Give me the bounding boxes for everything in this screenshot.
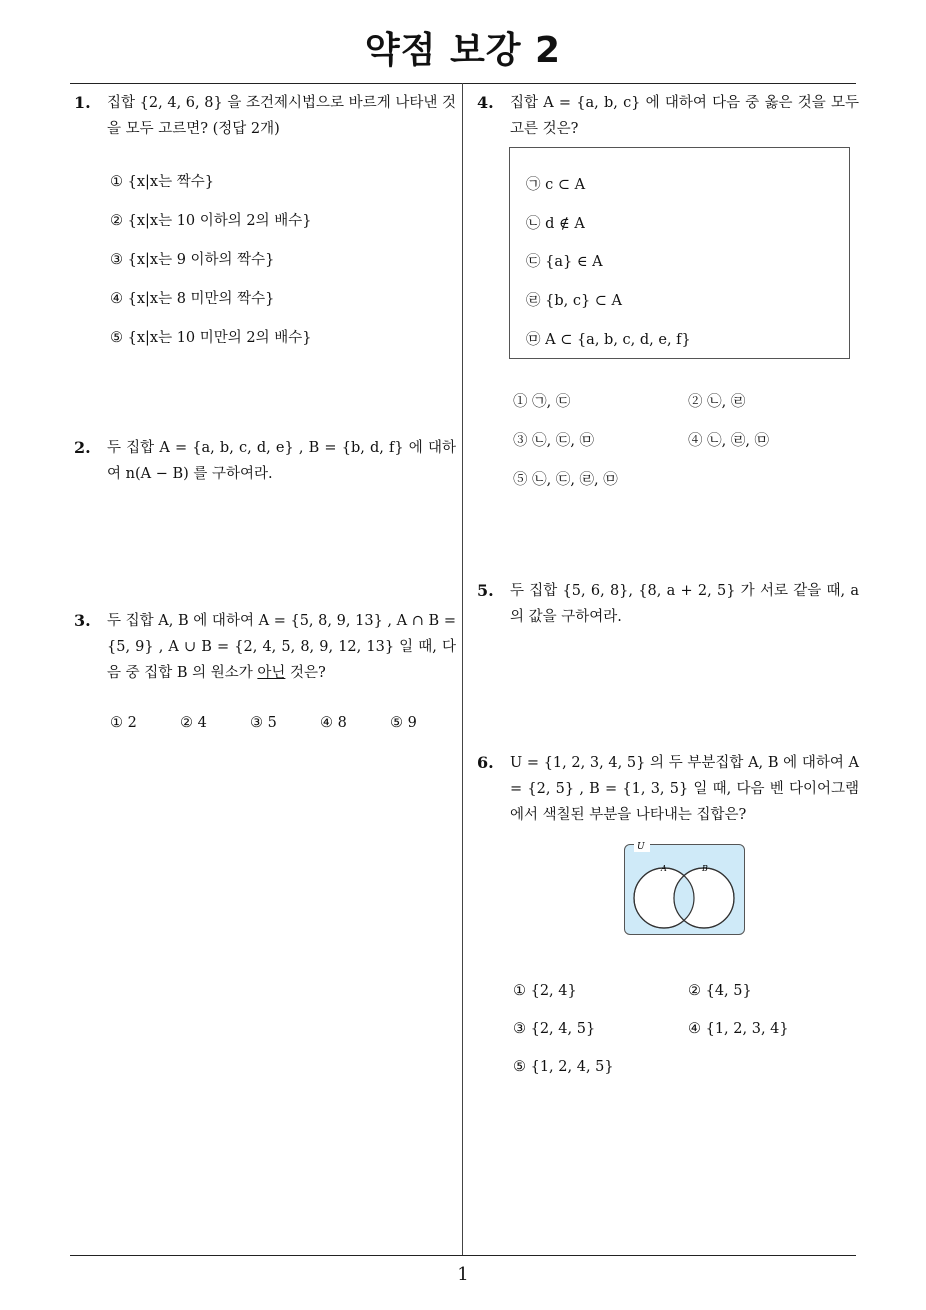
- set-b-label: B: [702, 864, 708, 873]
- question-text: 집합 {2, 4, 6, 8} 을 조건제시법으로 바르게 나타낸 것을 모두 고르면? (정답 2개): [107, 95, 456, 137]
- column-divider: [462, 83, 463, 1256]
- q3-option-5[interactable]: ⑤ 9: [390, 715, 417, 731]
- question-text: U = {1, 2, 3, 4, 5} 의 두 부분집합 A, B 에 대하여 A = {2, 5} , B = {1, 3, 5} 일 때, 다음 벤 다이어그램에서 색칠된 부분을 나타내는 집합은?: [510, 755, 859, 823]
- statement-5: ㉤ A ⊂ {a, b, c, d, e, f}: [526, 332, 691, 348]
- q1-option-3[interactable]: ③ {x|x는 9 이하의 짝수}: [110, 252, 275, 268]
- q6-option-1[interactable]: ① {2, 4}: [513, 983, 577, 999]
- q6-option-4[interactable]: ④ {1, 2, 3, 4}: [688, 1021, 789, 1037]
- top-rule: [70, 83, 856, 84]
- q1-option-2[interactable]: ② {x|x는 10 이하의 2의 배수}: [110, 213, 312, 229]
- statement-1: ㉠ c ⊂ A: [526, 177, 586, 193]
- venn-diagram: [624, 836, 746, 936]
- question-number: 5.: [477, 581, 494, 600]
- q4-option-5[interactable]: ⑤ ㉡, ㉢, ㉣, ㉤: [513, 472, 618, 488]
- q1-option-5[interactable]: ⑤ {x|x는 10 미만의 2의 배수}: [110, 330, 312, 346]
- question-number: 2.: [74, 438, 91, 457]
- bottom-rule: [70, 1255, 856, 1256]
- q1-option-1[interactable]: ① {x|x는 짝수}: [110, 174, 214, 190]
- q3-option-3[interactable]: ③ 5: [250, 715, 277, 731]
- q6-option-5[interactable]: ⑤ {1, 2, 4, 5}: [513, 1059, 614, 1075]
- q6-option-3[interactable]: ③ {2, 4, 5}: [513, 1021, 596, 1037]
- underlined-word: 아닌: [257, 665, 286, 681]
- q4-option-3[interactable]: ③ ㉡, ㉢, ㉤: [513, 433, 595, 449]
- question-1: [74, 90, 456, 142]
- question-5: [477, 578, 859, 630]
- question-text: 두 집합 A = {a, b, c, d, e} , B = {b, d, f} 에 대하여 n(A − B) 를 구하여라.: [107, 440, 456, 482]
- q4-option-4[interactable]: ④ ㉡, ㉣, ㉤: [688, 433, 770, 449]
- q3-option-1[interactable]: ① 2: [110, 715, 137, 731]
- statement-3: ㉢ {a} ∈ A: [526, 254, 603, 270]
- question-4: [477, 90, 859, 142]
- question-text: [107, 608, 456, 686]
- question-text: 집합 A = {a, b, c} 에 대하여 다음 중 옳은 것을 모두 고른 것은?: [510, 95, 859, 137]
- universe-label: U: [637, 842, 645, 852]
- question-number: 6.: [477, 753, 494, 772]
- q4-option-2[interactable]: ② ㉡, ㉣: [688, 394, 746, 410]
- q3-option-2[interactable]: ② 4: [180, 715, 207, 731]
- statement-4: ㉣ {b, c} ⊂ A: [526, 293, 623, 309]
- page-title: 약점 보강 2: [364, 30, 562, 71]
- page-number: 1: [457, 1264, 469, 1285]
- q6-option-2[interactable]: ② {4, 5}: [688, 983, 752, 999]
- question-text-part: 것은?: [285, 665, 326, 681]
- set-a-label: A: [661, 864, 667, 873]
- q3-option-4[interactable]: ④ 8: [320, 715, 347, 731]
- question-number: 3.: [74, 611, 91, 630]
- statement-2: ㉡ d ∉ A: [526, 216, 585, 232]
- question-3: [74, 608, 456, 686]
- q1-option-4[interactable]: ④ {x|x는 8 미만의 짝수}: [110, 291, 275, 307]
- question-text-part: 두 집합 A, B 에 대하여 A = {5, 8, 9, 13} , A ∩ B = {5, 9} , A ∪ B = {2, 4, 5, 8, 9, 12, 13} 일 때, 다음 중 집합 B 의 원소가: [107, 613, 456, 681]
- question-text: 두 집합 {5, 6, 8}, {8, a + 2, 5} 가 서로 같을 때, a 의 값을 구하여라.: [510, 583, 859, 625]
- question-number: 4.: [477, 93, 494, 112]
- q4-option-1[interactable]: ① ㉠, ㉢: [513, 394, 571, 410]
- question-number: 1.: [74, 93, 91, 112]
- question-6: [477, 750, 859, 828]
- question-2: [74, 435, 456, 487]
